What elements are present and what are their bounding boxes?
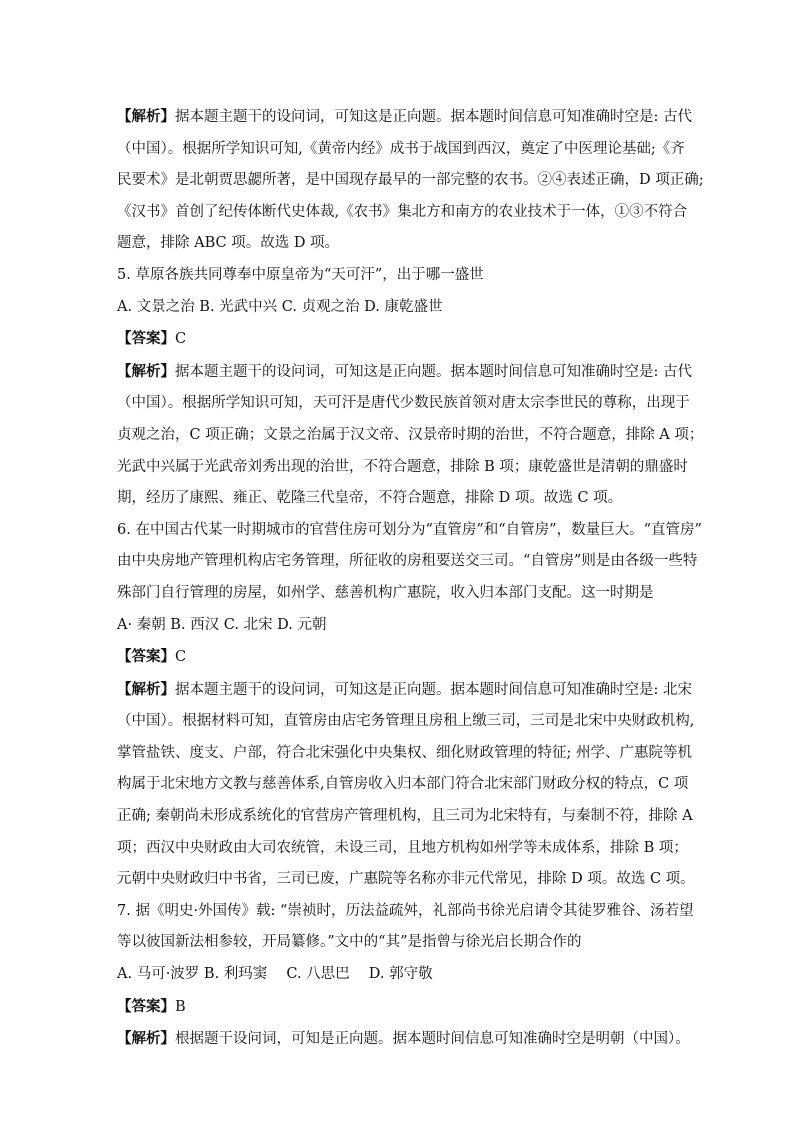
text-line xyxy=(117,864,714,896)
text-line xyxy=(117,991,714,1024)
line-text: （中国）。根据所学知识可知,《黄帝内经》成书于战国到西汉，奠定了中医理论基础;《齐 xyxy=(117,140,685,157)
line-text: 期，经历了康熙、雍正、乾隆三代皇帝，不符合题意，排除 D 项。故选 C 项。 xyxy=(117,490,623,507)
section-tag: 【解析】 xyxy=(117,362,175,380)
line-text: 据本题主题干的设问词，可知这是正向题。据本题时间信息可知准确时空是: 古代 xyxy=(175,109,692,125)
line-text: 5. 草原各族共同尊奉中原皇帝为“天可汗”，出于哪一盛世 xyxy=(117,266,484,283)
text-line xyxy=(117,1023,714,1056)
line-text: C xyxy=(175,331,187,348)
line-text: A. 马可·波罗 B. 利玛窦 C. 八思巴 D. 郭守敬 xyxy=(117,966,433,983)
text-line xyxy=(117,197,714,229)
text-line xyxy=(117,420,714,452)
section-tag: 【解析】 xyxy=(117,108,175,125)
line-text: 据本题主题干的设问词，可知这是正向题。据本题时间信息可知准确时空是: 古代 xyxy=(175,363,692,380)
line-text: 项；西汉中央财政由大司农统管，未设三司，且地方机构如州学等未成体系，排除 B 项； xyxy=(117,839,688,856)
text-line xyxy=(117,101,714,134)
line-text: （中国）。根据所学知识可知，天可汗是唐代少数民族首领对唐太宗李世民的尊称，出现于 xyxy=(117,395,690,412)
text-line xyxy=(117,738,714,770)
line-text: 构属于北宋地方文教与慈善体系,自管房收入归本部门符合北宋部门财政分权的特点，C 项 xyxy=(117,776,689,793)
section-tag: 【解析】 xyxy=(117,1030,175,1048)
text-line xyxy=(117,769,714,801)
text-line xyxy=(117,165,714,197)
text-line xyxy=(117,134,714,166)
text-line xyxy=(117,578,714,610)
line-text: A· 秦朝 B. 西汉 C. 北宋 D. 元朝 xyxy=(117,616,327,633)
line-text: 7. 据《明史·外国传》载: “崇祯时，历法益疏舛，礼部尚书徐光启请令其徒罗雅谷、汤若望 xyxy=(117,902,694,919)
text-line xyxy=(117,641,714,674)
text-line xyxy=(117,452,714,484)
line-text: A. 文景之治 B. 光武中兴 C. 贞观之治 D. 康乾盛世 xyxy=(117,298,443,315)
text-line xyxy=(117,927,714,959)
text-line xyxy=(117,546,714,578)
text-line xyxy=(117,706,714,738)
text-line xyxy=(117,610,714,642)
text-line xyxy=(117,896,714,928)
text-line xyxy=(117,801,714,833)
document-body xyxy=(117,101,714,1056)
text-line xyxy=(117,388,714,420)
text-line xyxy=(117,959,714,991)
line-text: 由中央房地产管理机构店宅务管理，所征收的房租要送交三司。“自管房”则是由各级一些特 xyxy=(117,553,698,570)
text-line xyxy=(117,260,714,292)
line-text: 正确; 秦朝尚未形成系统化的官营房产管理机构，且三司为北宋特有，与秦制不符，排除 A xyxy=(117,808,693,825)
line-text: 等以彼国新法相参较，开局纂修。”文中的“其”是指曾与徐光启长期合作的 xyxy=(117,934,582,951)
line-text: 贞观之治，C 项正确；文景之治属于汉文帝、汉景帝时期的治世，不符合题意，排除 A 项； xyxy=(117,426,704,443)
line-text: 题意，排除 ABC 项。故选 D 项。 xyxy=(117,235,340,252)
text-line xyxy=(117,323,714,356)
line-text: 据本题主题干的设问词，可知这是正向题。据本题时间信息可知准确时空是: 北宋 xyxy=(175,681,692,698)
text-line xyxy=(117,356,714,389)
text-line xyxy=(117,515,714,547)
line-text: （中国）。根据材料可知，直管房由店宅务管理且房租上缴三司，三司是北宋中央财政机构, xyxy=(117,713,695,730)
line-text: 掌管盐铁、度支、户部，符合北宋强化中央集权、细化财政管理的特征; 州学、广惠院等机 xyxy=(117,744,692,761)
text-line xyxy=(117,674,714,707)
section-tag: 【答案】 xyxy=(117,648,175,666)
text-line xyxy=(117,292,714,324)
line-text: 殊部门自行管理的房屋，如州学、慈善机构广惠院，收入归本部门支配。这一时期是 xyxy=(117,584,654,601)
line-text: 光武中兴属于光武帝刘秀出现的治世，不符合题意，排除 B 项；康乾盛世是清朝的鼎盛时 xyxy=(117,458,688,475)
line-text: 元朝中央财政归中书省，三司已废，广惠院等名称亦非元代常见，排除 D 项。故选 C 项。 xyxy=(117,871,695,888)
line-text: 6. 在中国古代某一时期城市的官营住房可划分为“直管房”和“自管房”，数量巨大。“直管房” xyxy=(117,521,702,538)
line-text: 民要术》是北朝贾思勰所著，是中国现存最早的一部完整的农书。②④表述正确，D 项正确; xyxy=(117,172,704,189)
line-text: C xyxy=(175,649,187,666)
section-tag: 【答案】 xyxy=(117,330,175,348)
line-text: 《汉书》首创了纪传体断代史体裁,《农书》集北方和南方的农业技术于一体，①③不符合 xyxy=(117,203,688,220)
line-text: B xyxy=(175,998,186,1015)
text-line xyxy=(117,833,714,865)
text-line xyxy=(117,483,714,515)
section-tag: 【解析】 xyxy=(117,680,175,698)
line-text: 根据题干设问词，可知是正向题。据本题时间信息可知准确时空是明朝（中国）。 xyxy=(175,1031,690,1048)
section-tag: 【答案】 xyxy=(117,997,175,1015)
text-line xyxy=(117,228,714,260)
